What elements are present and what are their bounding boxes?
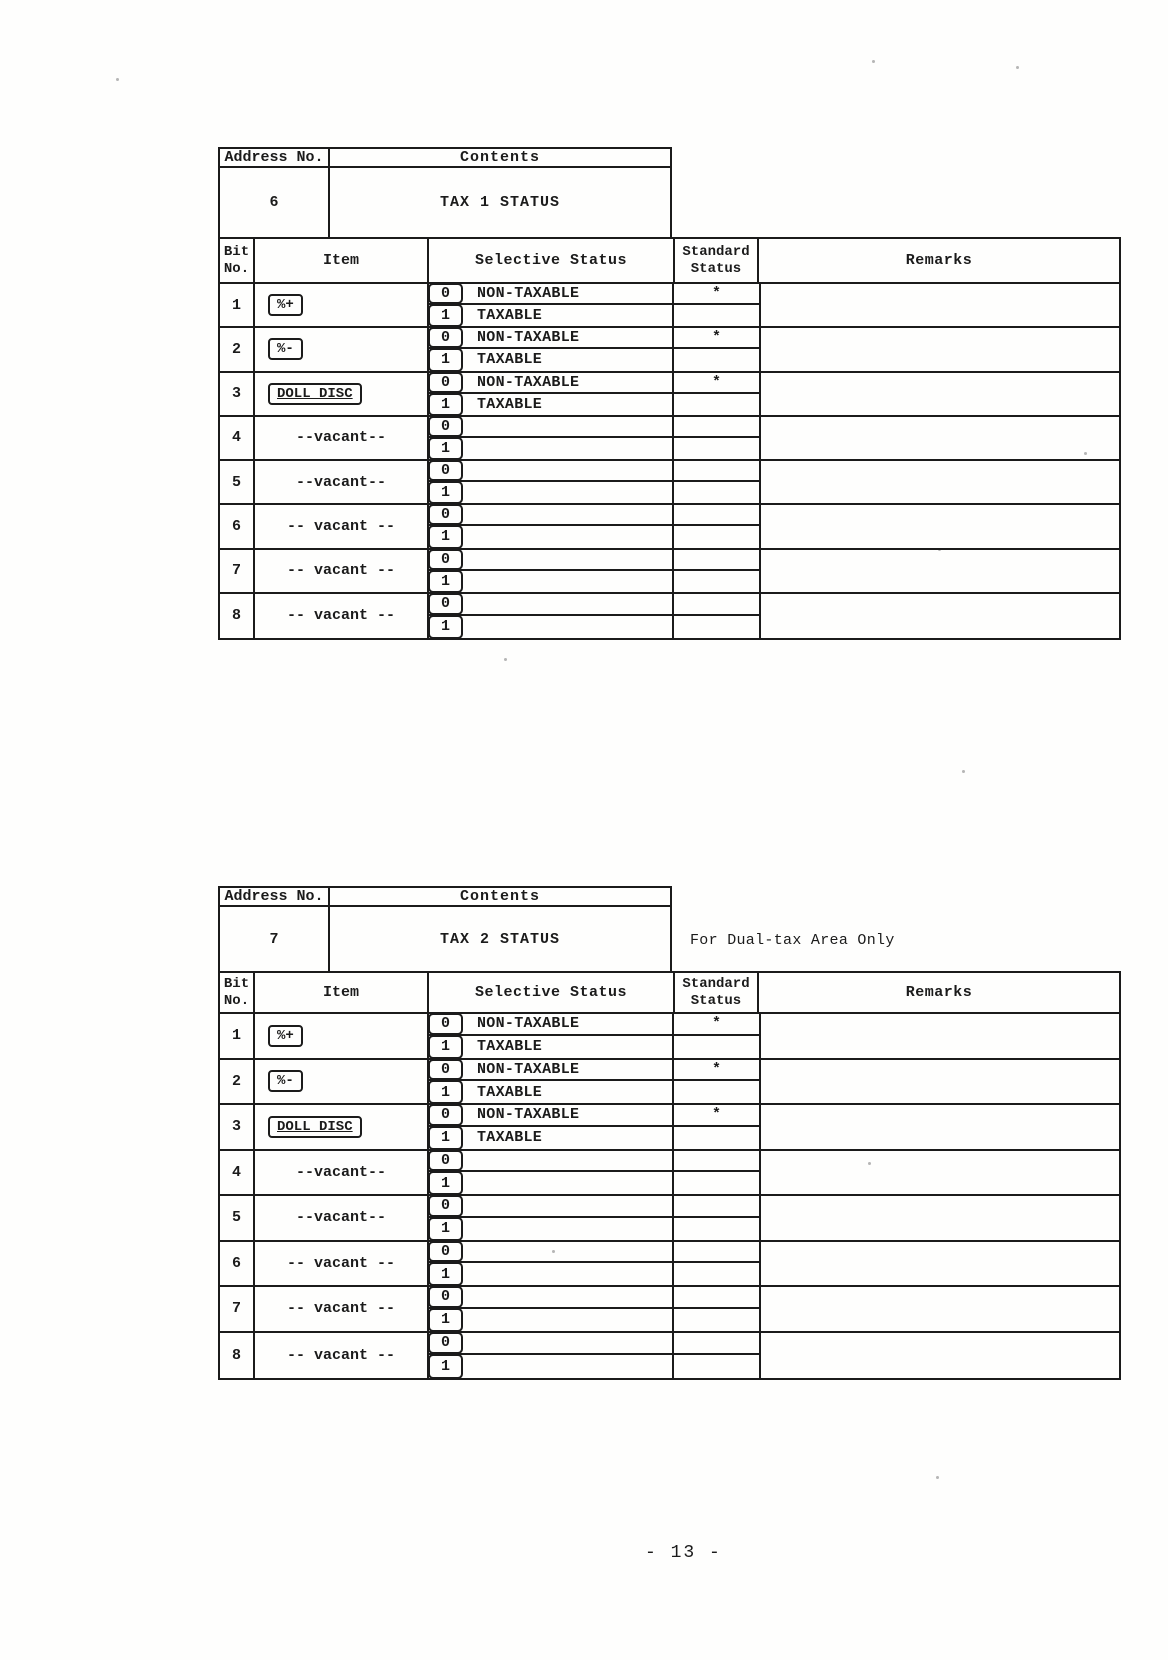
bit-row	[220, 1196, 1119, 1242]
standard-status-cell	[674, 1172, 759, 1194]
selective-status-text: NON-TAXABLE	[463, 1105, 674, 1125]
selective-status-block	[429, 1060, 759, 1104]
column-header-row	[220, 239, 1119, 284]
remarks-cell	[759, 1014, 1119, 1058]
contents-header: Contents	[459, 888, 540, 905]
bit-number-cell: 3	[220, 373, 255, 415]
standard-status-header	[675, 973, 759, 1012]
bit-value-cell: 0	[428, 460, 463, 481]
selective-status-text	[463, 1287, 674, 1307]
table-body	[220, 284, 1119, 638]
item-key-label: %-	[268, 338, 303, 360]
contents-value: TAX 1 STATUS	[439, 194, 561, 211]
bit-number-cell: 1	[220, 1014, 255, 1058]
address-value-row	[220, 907, 670, 971]
selective-status-text	[463, 1355, 674, 1378]
item-label: -- vacant --	[286, 562, 396, 580]
contents-header: Contents	[459, 149, 540, 166]
item-label: --vacant--	[295, 473, 386, 491]
bit-number-cell: 2	[220, 328, 255, 370]
bit-value-cell: 0	[428, 1150, 463, 1172]
bit-value-cell: 1	[428, 1262, 463, 1286]
status-grid	[218, 971, 1121, 1380]
sub-row	[429, 482, 759, 503]
item-cell	[255, 417, 429, 459]
standard-status-cell	[674, 438, 759, 459]
sub-row	[429, 1287, 759, 1309]
item-header: Item	[255, 239, 429, 282]
bit-value-cell: 0	[428, 372, 463, 393]
sub-row	[429, 526, 759, 547]
bit-row	[220, 417, 1119, 461]
sub-row	[429, 438, 759, 459]
selective-status-block	[429, 417, 759, 459]
selective-status-block	[429, 328, 759, 370]
item-cell	[255, 1242, 429, 1286]
selective-status-block	[429, 1151, 759, 1195]
sub-row	[429, 1105, 759, 1127]
selective-status-text: TAXABLE	[463, 1036, 674, 1058]
bit-value-cell: 0	[428, 504, 463, 525]
sub-row	[429, 1014, 759, 1036]
bit-number-cell: 6	[220, 505, 255, 547]
bit-number-cell: 1	[220, 284, 255, 326]
standard-status-cell	[674, 417, 759, 436]
item-label: --vacant--	[295, 1209, 386, 1227]
item-header: Item	[255, 973, 429, 1012]
standard-status-cell	[674, 461, 759, 480]
selective-status-text	[463, 1218, 674, 1240]
item-label: -- vacant --	[286, 1346, 396, 1364]
item-cell	[255, 505, 429, 547]
bit-value-cell: 0	[428, 1059, 463, 1081]
item-key-label: DOLL DISC	[268, 1116, 362, 1138]
bit-value-cell: 0	[428, 1104, 463, 1126]
bit-row	[220, 505, 1119, 549]
item-cell	[255, 594, 429, 638]
remarks-header: Remarks	[905, 252, 973, 269]
item-cell	[255, 373, 429, 415]
item-label: -- vacant --	[286, 517, 396, 535]
standard-status-cell	[674, 349, 759, 370]
remarks-cell	[759, 373, 1119, 415]
remarks-cell	[759, 1287, 1119, 1331]
selective-status-text	[463, 1196, 674, 1216]
standard-status-cell	[674, 1081, 759, 1103]
address-no-header: Address No.	[220, 888, 330, 905]
bit-value-cell: 1	[428, 1171, 463, 1195]
bit-value-cell: 1	[428, 525, 463, 548]
header-line: Status	[690, 260, 742, 277]
item-key-label: DOLL DISC	[268, 383, 362, 405]
standard-status-cell: *	[711, 1060, 721, 1078]
bit-row	[220, 1242, 1119, 1288]
bit-value-cell: 0	[428, 1241, 463, 1263]
sub-row	[429, 417, 759, 438]
remarks-cell	[759, 1105, 1119, 1149]
address-header-row	[220, 149, 670, 168]
sub-row	[429, 550, 759, 571]
sub-row	[429, 461, 759, 482]
selective-status-text	[463, 1333, 674, 1354]
sub-row	[429, 1333, 759, 1356]
sub-row	[429, 1242, 759, 1264]
remarks-cell	[759, 1060, 1119, 1104]
bit-value-cell: 1	[428, 570, 463, 593]
bit-value-cell: 0	[428, 283, 463, 304]
sub-row	[429, 305, 759, 326]
standard-status-cell	[674, 1309, 759, 1331]
item-key-label: %-	[268, 1070, 303, 1092]
scan-speck	[116, 78, 119, 81]
item-cell	[255, 550, 429, 592]
remarks-cell	[759, 505, 1119, 547]
bit-number-cell: 5	[220, 461, 255, 503]
sub-row	[429, 1081, 759, 1103]
item-cell	[255, 1151, 429, 1195]
bit-value-cell: 1	[428, 1354, 463, 1379]
selective-status-block	[429, 1333, 759, 1379]
bit-value-cell: 1	[428, 437, 463, 460]
bit-number-cell: 4	[220, 1151, 255, 1195]
sub-row	[429, 594, 759, 616]
standard-status-cell: *	[711, 1015, 721, 1033]
selective-status-text	[463, 1242, 674, 1262]
table-body	[220, 1014, 1119, 1378]
bit-value-cell: 0	[428, 593, 463, 615]
remarks-cell	[759, 1333, 1119, 1379]
bit-number-cell: 7	[220, 1287, 255, 1331]
scan-speck	[962, 770, 965, 773]
header-line: Bit	[223, 243, 250, 260]
selective-status-text	[463, 1309, 674, 1331]
standard-status-cell	[674, 1196, 759, 1216]
item-label: --vacant--	[295, 429, 386, 447]
standard-status-header	[675, 239, 759, 282]
bit-value-cell: 1	[428, 1126, 463, 1150]
item-label: -- vacant --	[286, 607, 396, 625]
sub-row	[429, 1151, 759, 1173]
selective-status-text: NON-TAXABLE	[463, 373, 674, 392]
sub-row	[429, 1060, 759, 1082]
selective-status-block	[429, 550, 759, 592]
selective-status-text	[463, 571, 674, 592]
bit-row	[220, 1105, 1119, 1151]
standard-status-cell	[674, 594, 759, 614]
standard-status-cell	[674, 1333, 759, 1354]
sub-row	[429, 1127, 759, 1149]
bit-value-cell: 0	[428, 1332, 463, 1355]
scan-speck	[936, 1476, 939, 1479]
standard-status-cell	[674, 505, 759, 524]
header-line: No.	[223, 260, 250, 277]
item-label: -- vacant --	[286, 1300, 396, 1318]
selective-status-text	[463, 526, 674, 547]
selective-status-block	[429, 1014, 759, 1058]
bit-row	[220, 550, 1119, 594]
page-number: - 13 -	[645, 1543, 722, 1563]
bit-row	[220, 1287, 1119, 1333]
remarks-cell	[759, 284, 1119, 326]
selective-status-text: NON-TAXABLE	[463, 1060, 674, 1080]
bit-no-header	[220, 239, 255, 282]
status-grid	[218, 237, 1121, 640]
contents-value: TAX 2 STATUS	[439, 930, 561, 948]
standard-status-cell	[674, 616, 759, 638]
item-cell	[255, 1014, 429, 1058]
bit-value-cell: 1	[428, 393, 463, 416]
sub-row	[429, 1196, 759, 1218]
standard-status-cell	[674, 1127, 759, 1149]
sub-row	[429, 1218, 759, 1240]
selective-status-block	[429, 1105, 759, 1149]
bit-row	[220, 461, 1119, 505]
address-box	[218, 147, 672, 237]
remarks-cell	[759, 1196, 1119, 1240]
standard-status-cell: *	[711, 1106, 721, 1124]
selective-status-text	[463, 438, 674, 459]
bit-row	[220, 1333, 1119, 1379]
standard-status-cell: *	[711, 285, 721, 303]
bit-value-cell: 0	[428, 1013, 463, 1035]
sub-row	[429, 571, 759, 592]
sub-row	[429, 328, 759, 349]
standard-status-cell	[674, 1355, 759, 1378]
sub-row	[429, 394, 759, 415]
selective-status-text	[463, 1172, 674, 1194]
selective-status-block	[429, 284, 759, 326]
bit-row	[220, 1014, 1119, 1060]
standard-status-cell	[674, 1218, 759, 1240]
remarks-cell	[759, 417, 1119, 459]
bit-number-cell: 4	[220, 417, 255, 459]
bit-value-cell: 0	[428, 416, 463, 437]
selective-status-text: NON-TAXABLE	[463, 284, 674, 303]
selective-status-text	[463, 1263, 674, 1285]
item-label: -- vacant --	[286, 1254, 396, 1272]
bit-number-cell: 8	[220, 1333, 255, 1379]
selective-status-text	[463, 482, 674, 503]
remarks-header: Remarks	[905, 984, 973, 1001]
sub-row	[429, 505, 759, 526]
bit-number-cell: 3	[220, 1105, 255, 1149]
item-cell	[255, 1105, 429, 1149]
bit-value-cell: 1	[428, 1308, 463, 1332]
standard-status-cell: *	[711, 373, 721, 391]
bit-number-cell: 6	[220, 1242, 255, 1286]
sub-row	[429, 1036, 759, 1058]
selective-status-text	[463, 550, 674, 569]
remarks-cell	[759, 328, 1119, 370]
selective-status-block	[429, 505, 759, 547]
bit-row	[220, 594, 1119, 638]
bit-row	[220, 328, 1119, 372]
standard-status-cell	[674, 1263, 759, 1285]
sub-row	[429, 1309, 759, 1331]
remarks-cell	[759, 1151, 1119, 1195]
selective-status-header: Selective Status	[429, 973, 675, 1012]
sub-row	[429, 373, 759, 394]
selective-status-text: NON-TAXABLE	[463, 328, 674, 347]
header-line: Status	[690, 992, 742, 1009]
item-cell	[255, 1287, 429, 1331]
bit-value-cell: 0	[428, 1286, 463, 1308]
item-cell	[255, 1196, 429, 1240]
remarks-cell	[759, 1242, 1119, 1286]
sub-row	[429, 349, 759, 370]
scan-speck	[872, 60, 875, 63]
selective-status-text	[463, 594, 674, 614]
standard-status-cell	[674, 305, 759, 326]
bit-value-cell: 1	[428, 1080, 463, 1104]
selective-status-text: TAXABLE	[463, 1127, 674, 1149]
standard-status-cell	[674, 1036, 759, 1058]
address-no-header: Address No.	[220, 149, 330, 166]
standard-status-cell	[674, 550, 759, 569]
item-key-label: %+	[268, 294, 303, 316]
sub-row	[429, 1355, 759, 1378]
selective-status-text: TAXABLE	[463, 1081, 674, 1103]
selective-status-text	[463, 616, 674, 638]
standard-status-cell	[674, 526, 759, 547]
bit-row	[220, 284, 1119, 328]
standard-status-cell	[674, 1287, 759, 1307]
bit-value-cell: 1	[428, 1035, 463, 1059]
standard-status-cell	[674, 1242, 759, 1262]
column-header-row	[220, 973, 1119, 1014]
bit-no-header	[220, 973, 255, 1012]
item-cell	[255, 461, 429, 503]
sub-row	[429, 1263, 759, 1285]
bit-value-cell: 1	[428, 1217, 463, 1241]
bit-row	[220, 1060, 1119, 1106]
bit-row	[220, 1151, 1119, 1197]
item-cell	[255, 284, 429, 326]
item-cell	[255, 1060, 429, 1104]
selective-status-text	[463, 417, 674, 436]
header-line: No.	[223, 992, 250, 1009]
standard-status-cell	[674, 482, 759, 503]
item-cell	[255, 1333, 429, 1379]
item-label: --vacant--	[295, 1163, 386, 1181]
address-box	[218, 886, 672, 971]
header-line: Standard	[682, 975, 750, 992]
selective-status-text: TAXABLE	[463, 305, 674, 326]
selective-status-text	[463, 461, 674, 480]
selective-status-text	[463, 505, 674, 524]
bit-value-cell: 0	[428, 549, 463, 570]
selective-status-block	[429, 1287, 759, 1331]
standard-status-cell	[674, 571, 759, 592]
address-header-row	[220, 888, 670, 907]
address-no-value: 6	[220, 168, 330, 237]
bit-number-cell: 2	[220, 1060, 255, 1104]
selective-status-block	[429, 461, 759, 503]
selective-status-block	[429, 1242, 759, 1286]
scan-speck	[1016, 66, 1019, 69]
selective-status-block	[429, 1196, 759, 1240]
address-value-row	[220, 168, 670, 237]
remarks-cell	[759, 550, 1119, 592]
sub-row	[429, 616, 759, 638]
selective-status-text: NON-TAXABLE	[463, 1014, 674, 1034]
bit-number-cell: 5	[220, 1196, 255, 1240]
bit-number-cell: 7	[220, 550, 255, 592]
bit-value-cell: 0	[428, 327, 463, 348]
remarks-cell	[759, 594, 1119, 638]
standard-status-cell	[674, 394, 759, 415]
address-no-value: 7	[220, 907, 330, 971]
selective-status-header: Selective Status	[429, 239, 675, 282]
item-cell	[255, 328, 429, 370]
selective-status-text: TAXABLE	[463, 394, 674, 415]
bit-value-cell: 1	[428, 481, 463, 504]
bit-number-cell: 8	[220, 594, 255, 638]
bit-value-cell: 0	[428, 1195, 463, 1217]
selective-status-block	[429, 594, 759, 638]
sub-row	[429, 1172, 759, 1194]
selective-status-text	[463, 1151, 674, 1171]
sub-row	[429, 284, 759, 305]
item-key-label: %+	[268, 1025, 303, 1047]
remarks-cell	[759, 461, 1119, 503]
standard-status-cell: *	[711, 329, 721, 347]
selective-status-block	[429, 373, 759, 415]
selective-status-text: TAXABLE	[463, 349, 674, 370]
header-line: Bit	[223, 975, 250, 992]
standard-status-cell	[674, 1151, 759, 1171]
bit-value-cell: 1	[428, 615, 463, 639]
dual-tax-note: For Dual-tax Area Only	[690, 932, 895, 949]
scan-speck	[504, 658, 507, 661]
header-line: Standard	[682, 243, 750, 260]
bit-value-cell: 1	[428, 348, 463, 371]
bit-value-cell: 1	[428, 304, 463, 327]
bit-row	[220, 373, 1119, 417]
